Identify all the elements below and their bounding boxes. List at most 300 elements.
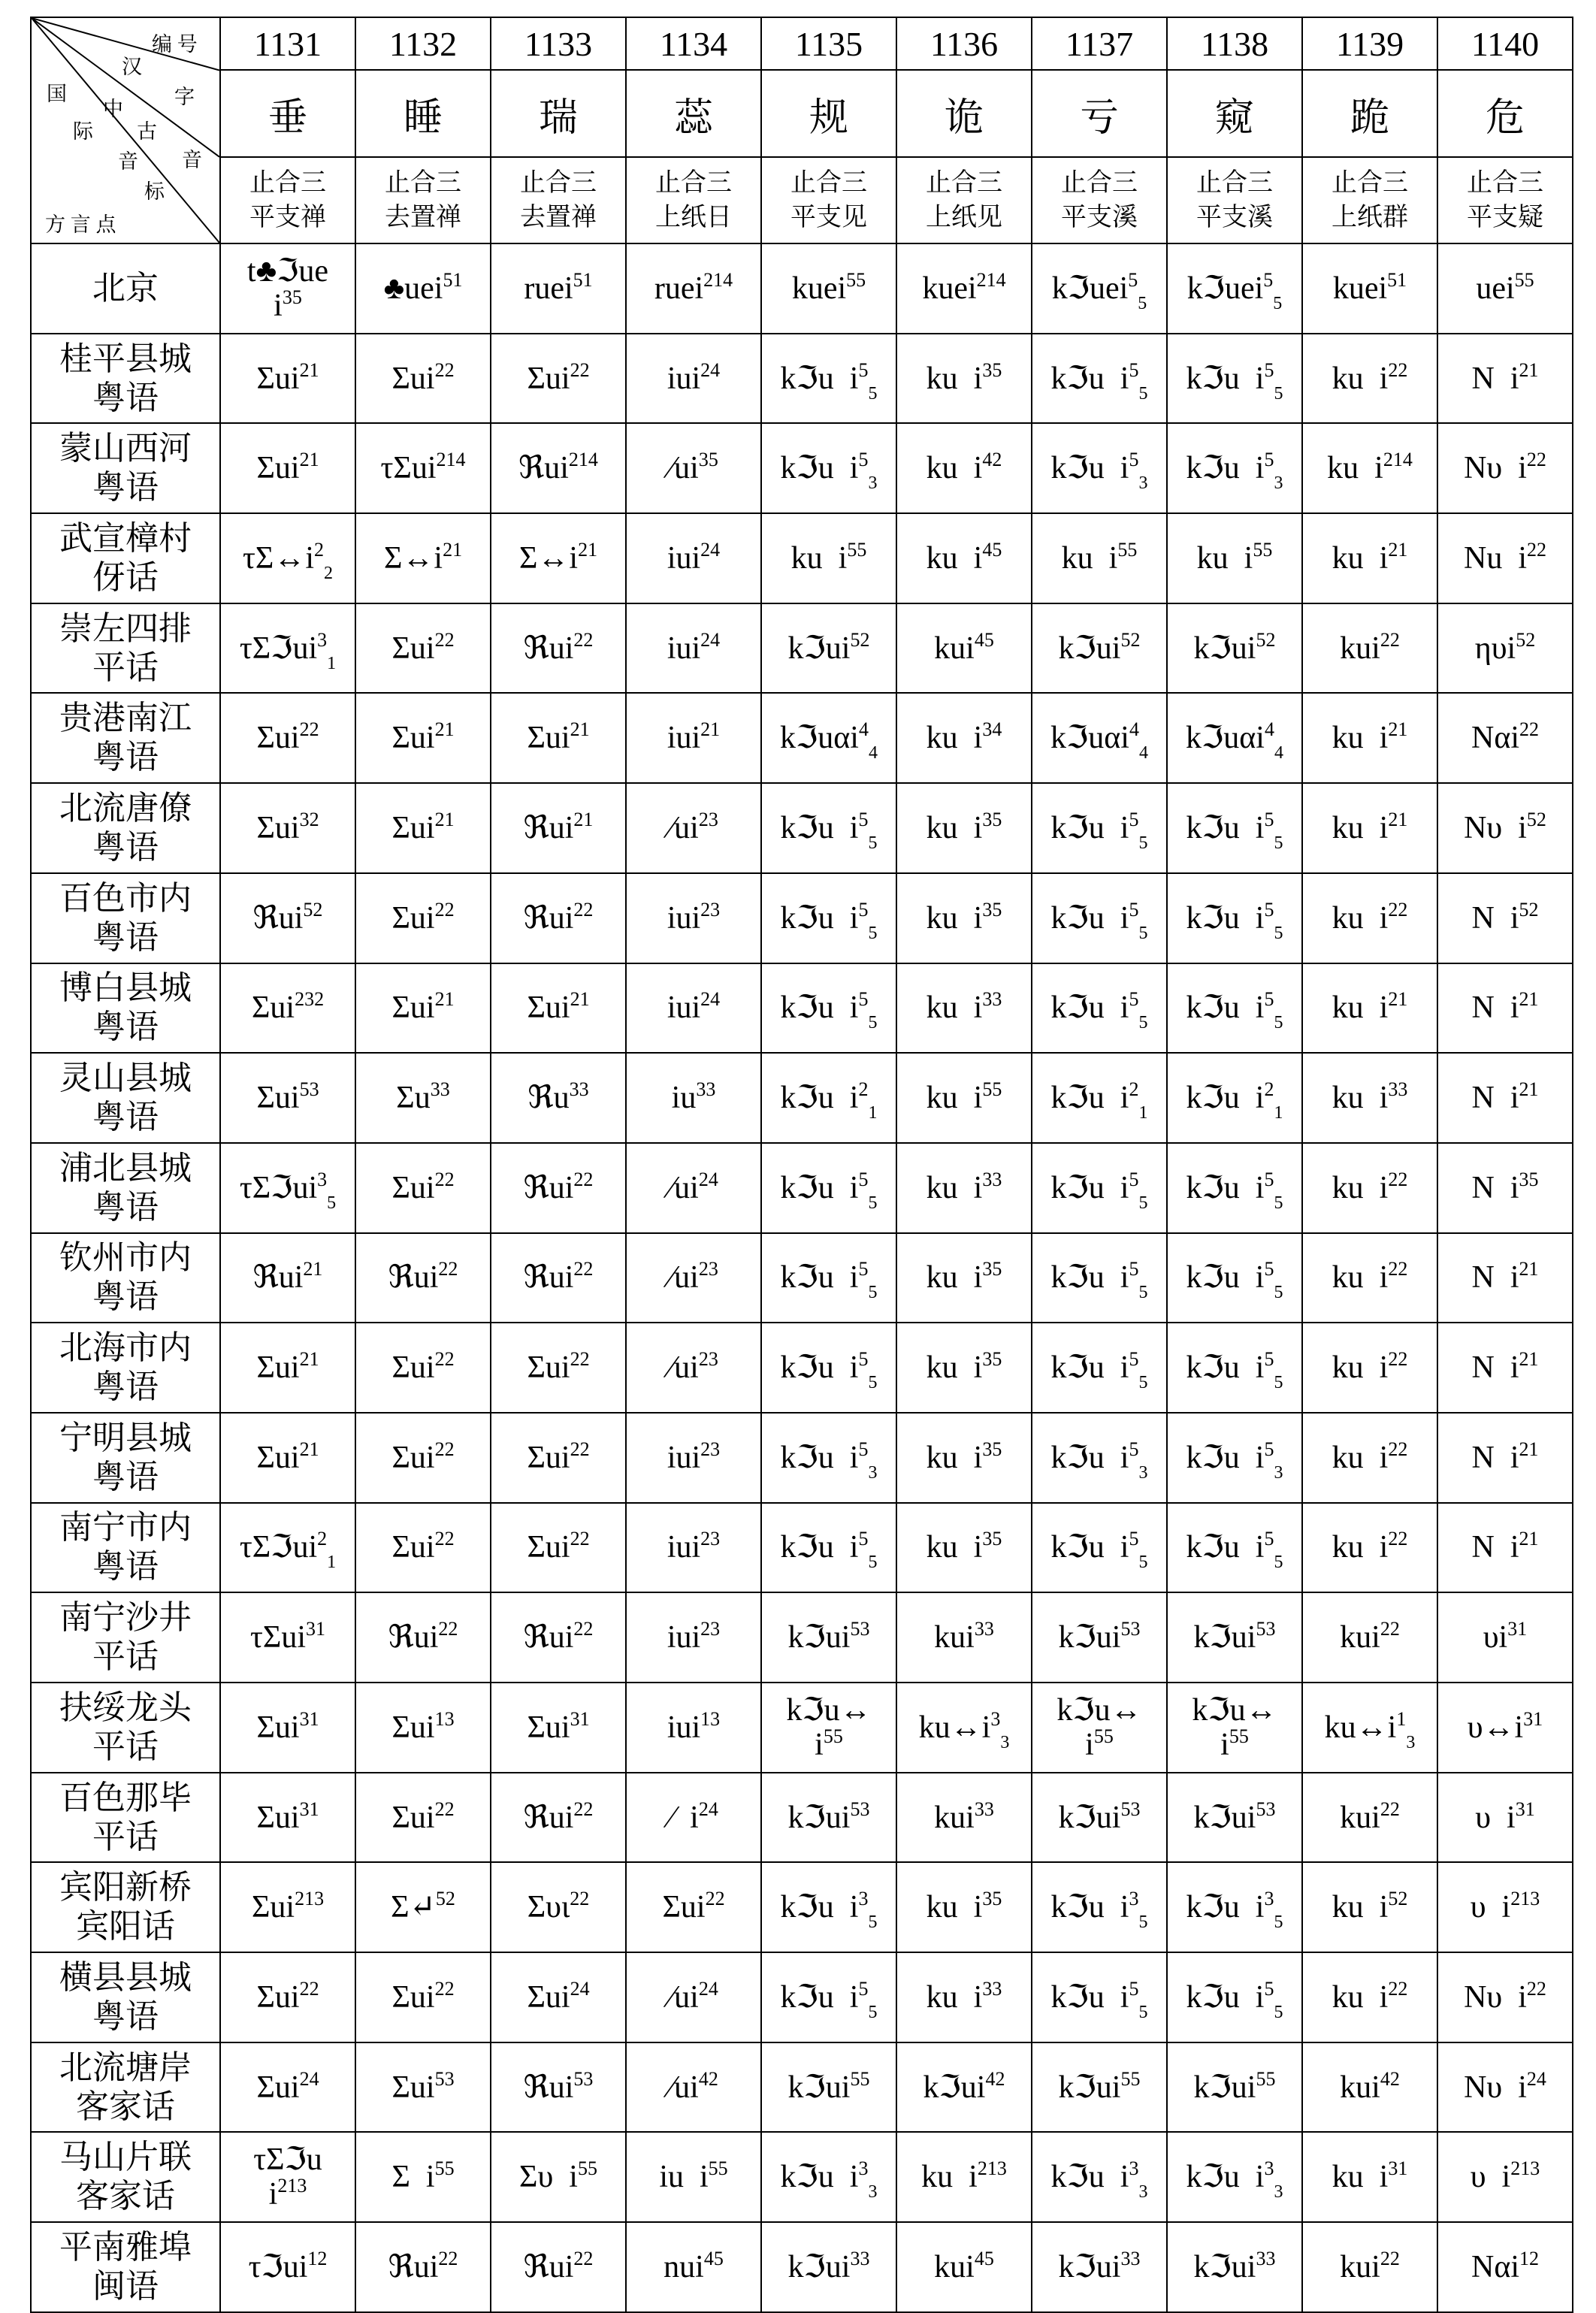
- pronunciation-cell: [1302, 513, 1437, 603]
- tone-value: 31: [570, 1707, 590, 1730]
- ipa-transcription: kℑu i: [1186, 990, 1265, 1026]
- ipa-transcription: ruei: [524, 271, 573, 306]
- ipa-transcription: kℑu i: [780, 1260, 859, 1296]
- pronunciation-cell: [1167, 1233, 1302, 1323]
- tone-value: 22: [1388, 1168, 1408, 1190]
- tone-value: 33: [982, 988, 1002, 1011]
- ipa-transcription: ℜui: [523, 900, 574, 936]
- tone-value: 22: [1526, 449, 1546, 471]
- tone-value: 55: [846, 268, 866, 291]
- ipa-transcription: ℜui: [523, 2070, 574, 2105]
- pronunciation-cell: [220, 1952, 355, 2042]
- tone-value: 55: [1117, 538, 1138, 561]
- ipa-transcription: kℑui: [1058, 1620, 1121, 1655]
- ipa-transcription: Σ↔i: [383, 540, 443, 576]
- tone-value-secondary: 5: [1273, 293, 1283, 313]
- ipa-transcription: N i: [1471, 1260, 1519, 1296]
- ipa-transcription: kℑui: [1193, 1800, 1256, 1835]
- pronunciation-cell: [1437, 2222, 1573, 2312]
- ipa-transcription: Nυ i: [1464, 451, 1527, 486]
- pronunciation-cell: [220, 243, 355, 334]
- pronunciation-cell: [1302, 1773, 1437, 1863]
- middle-chinese-tone-initial: 平支溪: [1196, 203, 1273, 231]
- tone-value: 22: [573, 1618, 594, 1640]
- pronunciation-cell: [1302, 783, 1437, 873]
- tone-value: 22: [573, 1797, 594, 1820]
- tone-value: 42: [982, 449, 1002, 471]
- header-row-number: [31, 17, 1573, 70]
- tone-value-secondary: 5: [868, 1912, 878, 1933]
- tone-value: 22: [573, 2247, 594, 2269]
- tone-value: 232: [295, 988, 325, 1011]
- pronunciation-cell: [355, 2132, 491, 2222]
- dialect-point-name: 平南雅埠: [59, 2228, 192, 2266]
- tone-value-secondary: 5: [1274, 833, 1283, 853]
- ipa-transcription: iui: [667, 1440, 701, 1475]
- tone-value: 5: [1129, 1168, 1139, 1190]
- pronunciation-cell: [1302, 1592, 1437, 1683]
- ipa-transcription: kℑu i: [1050, 451, 1129, 486]
- ipa-transcription: ℜui: [523, 1800, 574, 1835]
- ipa-transcription: ℜui: [523, 1170, 574, 1205]
- tone-value: 2: [858, 1078, 869, 1101]
- ipa-transcription: kℑu i: [780, 1170, 859, 1205]
- ipa-transcription: kℑu i: [1186, 900, 1265, 936]
- ipa-transcription: υ i: [1475, 1800, 1516, 1835]
- ipa-transcription: Σui: [256, 721, 300, 756]
- column-number: 1131: [220, 17, 355, 70]
- tone-value: 214: [1383, 449, 1413, 471]
- dialect-row: [31, 1683, 1573, 1773]
- tone-value: 31: [1523, 1707, 1543, 1730]
- tone-value: 3: [317, 1168, 328, 1190]
- tone-value: 5: [1129, 988, 1139, 1011]
- ipa-transcription: kℑu i: [1186, 451, 1265, 486]
- pronunciation-cell: [1167, 1323, 1302, 1413]
- pronunciation-cell: [491, 1053, 626, 1143]
- column-character: 睡: [355, 70, 491, 157]
- ipa-transcription: iu: [671, 1081, 697, 1116]
- ipa-transcription: Nαi: [1471, 721, 1519, 756]
- ipa-transcription: kℑu i: [780, 1081, 859, 1116]
- pronunciation-cell: [1437, 334, 1573, 424]
- pronunciation-cell: [1302, 1413, 1437, 1503]
- tone-value: 213: [277, 2175, 307, 2197]
- dialect-row: [31, 1862, 1573, 1952]
- pronunciation-cell: [761, 1773, 896, 1863]
- ipa-transcription: kℑu i: [1050, 2160, 1129, 2195]
- ipa-transcription: ku i: [1332, 721, 1389, 756]
- tone-value: 31: [1515, 1797, 1535, 1820]
- dialect-point-name: 百色市内: [59, 879, 192, 917]
- pronunciation-cell: [1032, 783, 1167, 873]
- column-middle-chinese: [1032, 157, 1167, 243]
- column-character: 垂: [220, 70, 355, 157]
- tone-value: 21: [1519, 1438, 1539, 1460]
- tone-value: 55: [847, 538, 867, 561]
- pronunciation-cell: [491, 1952, 626, 2042]
- ipa-transcription: kui: [1340, 1800, 1380, 1835]
- ipa-transcription-continued: i: [1220, 1727, 1229, 1762]
- pronunciation-cell: [1437, 2042, 1573, 2133]
- ipa-transcription: ku i: [926, 900, 983, 936]
- tone-value: 22: [434, 1438, 455, 1460]
- ipa-transcription: kui: [1340, 630, 1380, 666]
- tone-value: 22: [1380, 628, 1400, 651]
- pronunciation-cell: [1032, 1323, 1167, 1413]
- ipa-transcription: kℑu i: [1050, 990, 1129, 1026]
- dialect-group-name: 粤语: [92, 918, 159, 956]
- corner-label-number: 编 号: [152, 33, 198, 56]
- tone-value: 5: [1263, 268, 1274, 291]
- ipa-transcription: iui: [667, 1530, 701, 1565]
- pronunciation-cell: [355, 1952, 491, 2042]
- ipa-transcription: τℑui: [248, 2249, 308, 2284]
- dialect-group-name: 粤语: [92, 1188, 159, 1226]
- ipa-transcription: ℜui: [252, 1260, 304, 1296]
- dialect-group-name: 闽语: [92, 2267, 159, 2305]
- tone-value: 22: [299, 1977, 319, 2000]
- pronunciation-cell: [1167, 1503, 1302, 1593]
- tone-value-secondary: 5: [1138, 1283, 1148, 1303]
- ipa-transcription: kℑui: [787, 1620, 851, 1655]
- ipa-transcription: kℑu i: [1186, 1260, 1265, 1296]
- pronunciation-cell: [896, 1413, 1032, 1503]
- tone-value: 33: [974, 1618, 994, 1640]
- dialect-point-name: 北流唐僚: [59, 789, 192, 827]
- pronunciation-cell: [761, 1233, 896, 1323]
- pronunciation-cell: [1302, 603, 1437, 694]
- ipa-transcription: τΣℑui: [239, 1170, 318, 1205]
- ipa-transcription: ku i: [790, 540, 848, 576]
- tone-value: 5: [1264, 1977, 1274, 2000]
- tone-value: 22: [573, 1258, 594, 1280]
- ipa-transcription: N i: [1471, 1081, 1519, 1116]
- tone-value-secondary: 5: [868, 1373, 878, 1393]
- middle-chinese-tone-initial: 平支见: [790, 203, 867, 231]
- ipa-transcription: τΣ↔i: [243, 540, 314, 576]
- tone-value: 5: [1129, 358, 1139, 381]
- ipa-transcription: kℑu i: [780, 1979, 859, 2015]
- ipa-transcription: Σui: [391, 721, 435, 756]
- ipa-transcription: ku i: [1332, 1081, 1389, 1116]
- tone-value: 45: [974, 628, 994, 651]
- ipa-transcription: υ↔i: [1467, 1710, 1524, 1745]
- ipa-transcription: kℑu i: [780, 1350, 859, 1386]
- column-middle-chinese: [761, 157, 896, 243]
- tone-value: 5: [858, 1438, 869, 1460]
- ipa-transcription: iui: [667, 721, 701, 756]
- tone-value: 22: [1388, 1528, 1408, 1550]
- column-number: 1132: [355, 17, 491, 70]
- tone-value: 2: [314, 538, 324, 561]
- ipa-transcription: kℑu i: [1186, 1440, 1265, 1475]
- pronunciation-cell: [761, 1952, 896, 2042]
- tone-value: 21: [1388, 538, 1408, 561]
- tone-value-secondary: 3: [1406, 1732, 1416, 1752]
- ipa-transcription: Σui: [391, 2070, 435, 2105]
- tone-value: 22: [573, 628, 594, 651]
- dialect-point-cell: [31, 1233, 220, 1323]
- pronunciation-cell: [355, 1143, 491, 1233]
- pronunciation-cell: [761, 783, 896, 873]
- tone-value-secondary: 5: [1138, 383, 1148, 404]
- tone-value-secondary: 3: [1274, 473, 1283, 494]
- tone-value: 23: [698, 1258, 718, 1280]
- pronunciation-cell: [1302, 2132, 1437, 2222]
- tone-value-secondary: 5: [1138, 1193, 1148, 1213]
- tone-value: 2: [317, 1528, 328, 1550]
- dialect-point-name: 北海市内: [59, 1329, 192, 1367]
- tone-value: 22: [570, 1888, 590, 1910]
- ipa-transcription: kℑu i: [1186, 810, 1265, 845]
- ipa-transcription: nui: [663, 2249, 704, 2284]
- pronunciation-cell: [355, 513, 491, 603]
- tone-value: 31: [1507, 1618, 1528, 1640]
- column-character: 瑞: [491, 70, 626, 157]
- ipa-transcription: kℑu i: [780, 810, 859, 845]
- ipa-transcription: kℑui: [923, 2070, 986, 2105]
- tone-value: 55: [1253, 538, 1273, 561]
- tone-value: 53: [1256, 1797, 1276, 1820]
- pronunciation-cell: [761, 2222, 896, 2312]
- tone-value: 22: [570, 1528, 590, 1550]
- tone-value: 52: [1120, 628, 1141, 651]
- column-character: 亏: [1032, 70, 1167, 157]
- tone-value: 5: [1129, 898, 1139, 921]
- pronunciation-cell: [355, 783, 491, 873]
- tone-value: 52: [1256, 628, 1276, 651]
- tone-value: 21: [434, 808, 455, 830]
- ipa-transcription: Σui: [256, 810, 300, 845]
- ipa-transcription: kℑui: [1193, 2249, 1256, 2284]
- pronunciation-cell: [1302, 1683, 1437, 1773]
- ipa-transcription: ℜu: [527, 1081, 570, 1116]
- tone-value-secondary: 5: [1138, 293, 1147, 313]
- tone-value: 22: [1527, 538, 1546, 561]
- pronunciation-cell: [896, 2222, 1032, 2312]
- dialect-point-cell: [31, 1862, 220, 1952]
- tone-value: 22: [434, 1168, 455, 1190]
- pronunciation-cell: [896, 243, 1032, 334]
- tone-value: 22: [1526, 1977, 1546, 2000]
- dialect-group-name: 客家话: [76, 2088, 175, 2125]
- dialect-row: [31, 243, 1573, 334]
- middle-chinese-tone-initial: 上纸见: [926, 203, 1002, 231]
- ipa-transcription: Σui: [256, 2070, 300, 2105]
- pronunciation-cell: [626, 1233, 761, 1323]
- dialect-group-name: 平话: [92, 1638, 159, 1676]
- middle-chinese-category: 止合三: [1467, 168, 1543, 197]
- pronunciation-cell: [1032, 1233, 1167, 1323]
- tone-value: 5: [858, 988, 869, 1011]
- tone-value: 22: [438, 1258, 458, 1280]
- pronunciation-cell: [355, 1323, 491, 1413]
- pronunciation-cell: [355, 693, 491, 783]
- ipa-transcription: ku i: [926, 1260, 983, 1296]
- tone-value: 22: [434, 628, 455, 651]
- dialect-group-name: 粤语: [92, 1008, 159, 1046]
- pronunciation-cell: [896, 334, 1032, 424]
- ipa-transcription: ℜui: [252, 900, 304, 936]
- tone-value-secondary: 5: [1274, 383, 1283, 404]
- tone-value: 22: [434, 1977, 455, 2000]
- pronunciation-cell: [1302, 1503, 1437, 1593]
- dialect-point-cell: [31, 334, 220, 424]
- ipa-transcription: kℑu↔: [1192, 1692, 1277, 1728]
- ipa-transcription: kℑu i: [1186, 361, 1265, 396]
- tone-value: 22: [434, 358, 455, 381]
- pronunciation-cell: [220, 1053, 355, 1143]
- pronunciation-cell: [761, 1053, 896, 1143]
- tone-value-secondary: 1: [327, 653, 337, 673]
- pronunciation-cell: [1302, 1233, 1437, 1323]
- dialect-group-name: 客家话: [76, 2178, 175, 2215]
- pronunciation-cell: [1032, 423, 1167, 513]
- corner-label-yin-2: 音: [182, 149, 202, 171]
- tone-value: 52: [1526, 808, 1546, 830]
- tone-value: 214: [436, 449, 466, 471]
- pronunciation-cell: [1437, 1773, 1573, 1863]
- ipa-transcription: kℑui: [787, 2070, 851, 2105]
- tone-value-secondary: 3: [868, 473, 878, 494]
- dialect-row: [31, 603, 1573, 694]
- tone-value: 21: [299, 449, 319, 471]
- pronunciation-cell: [491, 1233, 626, 1323]
- tone-value: 24: [299, 2067, 319, 2090]
- ipa-transcription: ku i: [926, 721, 983, 756]
- ipa-transcription: ηυi: [1474, 630, 1516, 666]
- tone-value: 21: [299, 1348, 319, 1371]
- ipa-transcription: kℑu i: [1050, 810, 1129, 845]
- pronunciation-cell: [626, 1323, 761, 1413]
- pronunciation-cell: [220, 1413, 355, 1503]
- dialect-row: [31, 873, 1573, 963]
- ipa-transcription: ruei: [654, 271, 704, 306]
- ipa-transcription: ⁄ui: [669, 1170, 699, 1205]
- tone-value: 35: [698, 449, 718, 471]
- tone-value: 5: [858, 898, 869, 921]
- ipa-transcription: Σui: [256, 1710, 300, 1745]
- tone-value: 35: [1519, 1168, 1539, 1190]
- pronunciation-cell: [220, 783, 355, 873]
- tone-value-secondary: 5: [1138, 2002, 1148, 2022]
- ipa-transcription: kℑu i: [1050, 1260, 1129, 1296]
- pronunciation-cell: [220, 1773, 355, 1863]
- tone-value: 55: [823, 1725, 843, 1747]
- dialect-point-cell: [31, 1773, 220, 1863]
- tone-value: 23: [700, 1618, 721, 1640]
- pronunciation-cell: [220, 2042, 355, 2133]
- corner-label-han: 汉: [122, 56, 142, 78]
- tone-value-secondary: 3: [1274, 2182, 1283, 2203]
- pronunciation-cell: [1437, 1952, 1573, 2042]
- tone-value: 33: [569, 1078, 589, 1101]
- pronunciation-cell: [220, 1233, 355, 1323]
- pronunciation-cell: [626, 1503, 761, 1593]
- pronunciation-cell: [1302, 1862, 1437, 1952]
- middle-chinese-category: 止合三: [1332, 168, 1408, 197]
- pronunciation-cell: [491, 1592, 626, 1683]
- dialect-point-name: 桂平县城: [59, 340, 192, 377]
- corner-label-zi: 字: [174, 86, 195, 108]
- tone-value: 52: [1519, 898, 1539, 921]
- ipa-transcription: Σui: [391, 1530, 435, 1565]
- ipa-transcription: kui: [1340, 2249, 1380, 2284]
- tone-value: 55: [577, 2157, 597, 2180]
- ipa-transcription: Σui: [391, 1350, 435, 1386]
- tone-value: 24: [700, 538, 721, 561]
- pronunciation-cell: [896, 1592, 1032, 1683]
- tone-value: 52: [303, 898, 323, 921]
- corner-label-guo: 国: [47, 83, 67, 105]
- pronunciation-cell: [1302, 963, 1437, 1054]
- tone-value-secondary: 5: [327, 1193, 337, 1213]
- pronunciation-cell: [491, 2222, 626, 2312]
- tone-value-secondary: 5: [868, 383, 878, 404]
- ipa-transcription: ku i: [1332, 990, 1389, 1026]
- tone-value-secondary: 1: [1138, 1103, 1148, 1123]
- pronunciation-cell: [1167, 1413, 1302, 1503]
- tone-value: 5: [1129, 1348, 1139, 1371]
- tone-value: 32: [299, 808, 319, 830]
- pronunciation-cell: [220, 1323, 355, 1413]
- dialect-row: [31, 1233, 1573, 1323]
- pronunciation-cell: [896, 1233, 1032, 1323]
- tone-value: 22: [299, 718, 319, 741]
- pronunciation-cell: [896, 783, 1032, 873]
- column-middle-chinese: [220, 157, 355, 243]
- pronunciation-cell: [626, 513, 761, 603]
- tone-value: 4: [858, 718, 869, 741]
- pronunciation-cell: [626, 2042, 761, 2133]
- tone-value-secondary: 5: [1274, 1373, 1283, 1393]
- dialect-point-name: 百色那毕: [59, 1779, 192, 1816]
- corner-label-zhong: 中: [103, 98, 123, 120]
- ipa-transcription: Nu i: [1464, 540, 1527, 576]
- ipa-transcription: ku i: [926, 810, 983, 845]
- ipa-transcription: Σui: [391, 990, 435, 1026]
- pronunciation-cell: [1302, 2222, 1437, 2312]
- ipa-transcription: kℑui: [1058, 1800, 1121, 1835]
- pronunciation-cell: [1302, 1323, 1437, 1413]
- dialect-point-name: 蒙山西河: [59, 430, 192, 467]
- pronunciation-cell: [355, 243, 491, 334]
- tone-value: 31: [1388, 2157, 1408, 2180]
- tone-value: 21: [1519, 988, 1539, 1011]
- dialect-group-name: 宾阳话: [76, 1908, 175, 1946]
- tone-value: 33: [1120, 2247, 1141, 2269]
- ipa-transcription: Nυ i: [1464, 810, 1527, 845]
- pronunciation-cell: [1167, 1683, 1302, 1773]
- ipa-transcription: kℑu i: [1186, 1979, 1265, 2015]
- pronunciation-cell: [1032, 873, 1167, 963]
- ipa-transcription: ku i: [1327, 451, 1383, 486]
- pronunciation-cell: [491, 1413, 626, 1503]
- tone-value-secondary: 4: [868, 743, 878, 763]
- tone-value: 24: [700, 988, 721, 1011]
- ipa-transcription: Σ↔i: [518, 540, 579, 576]
- column-character: 诡: [896, 70, 1032, 157]
- tone-value: 12: [307, 2247, 328, 2269]
- pronunciation-cell: [896, 1053, 1032, 1143]
- middle-chinese-category: 止合三: [520, 168, 597, 197]
- pronunciation-cell: [896, 693, 1032, 783]
- tone-value: 22: [1380, 2247, 1400, 2269]
- pronunciation-cell: [1437, 873, 1573, 963]
- tone-value-secondary: 3: [1274, 1462, 1283, 1483]
- tone-value: 24: [698, 1797, 718, 1820]
